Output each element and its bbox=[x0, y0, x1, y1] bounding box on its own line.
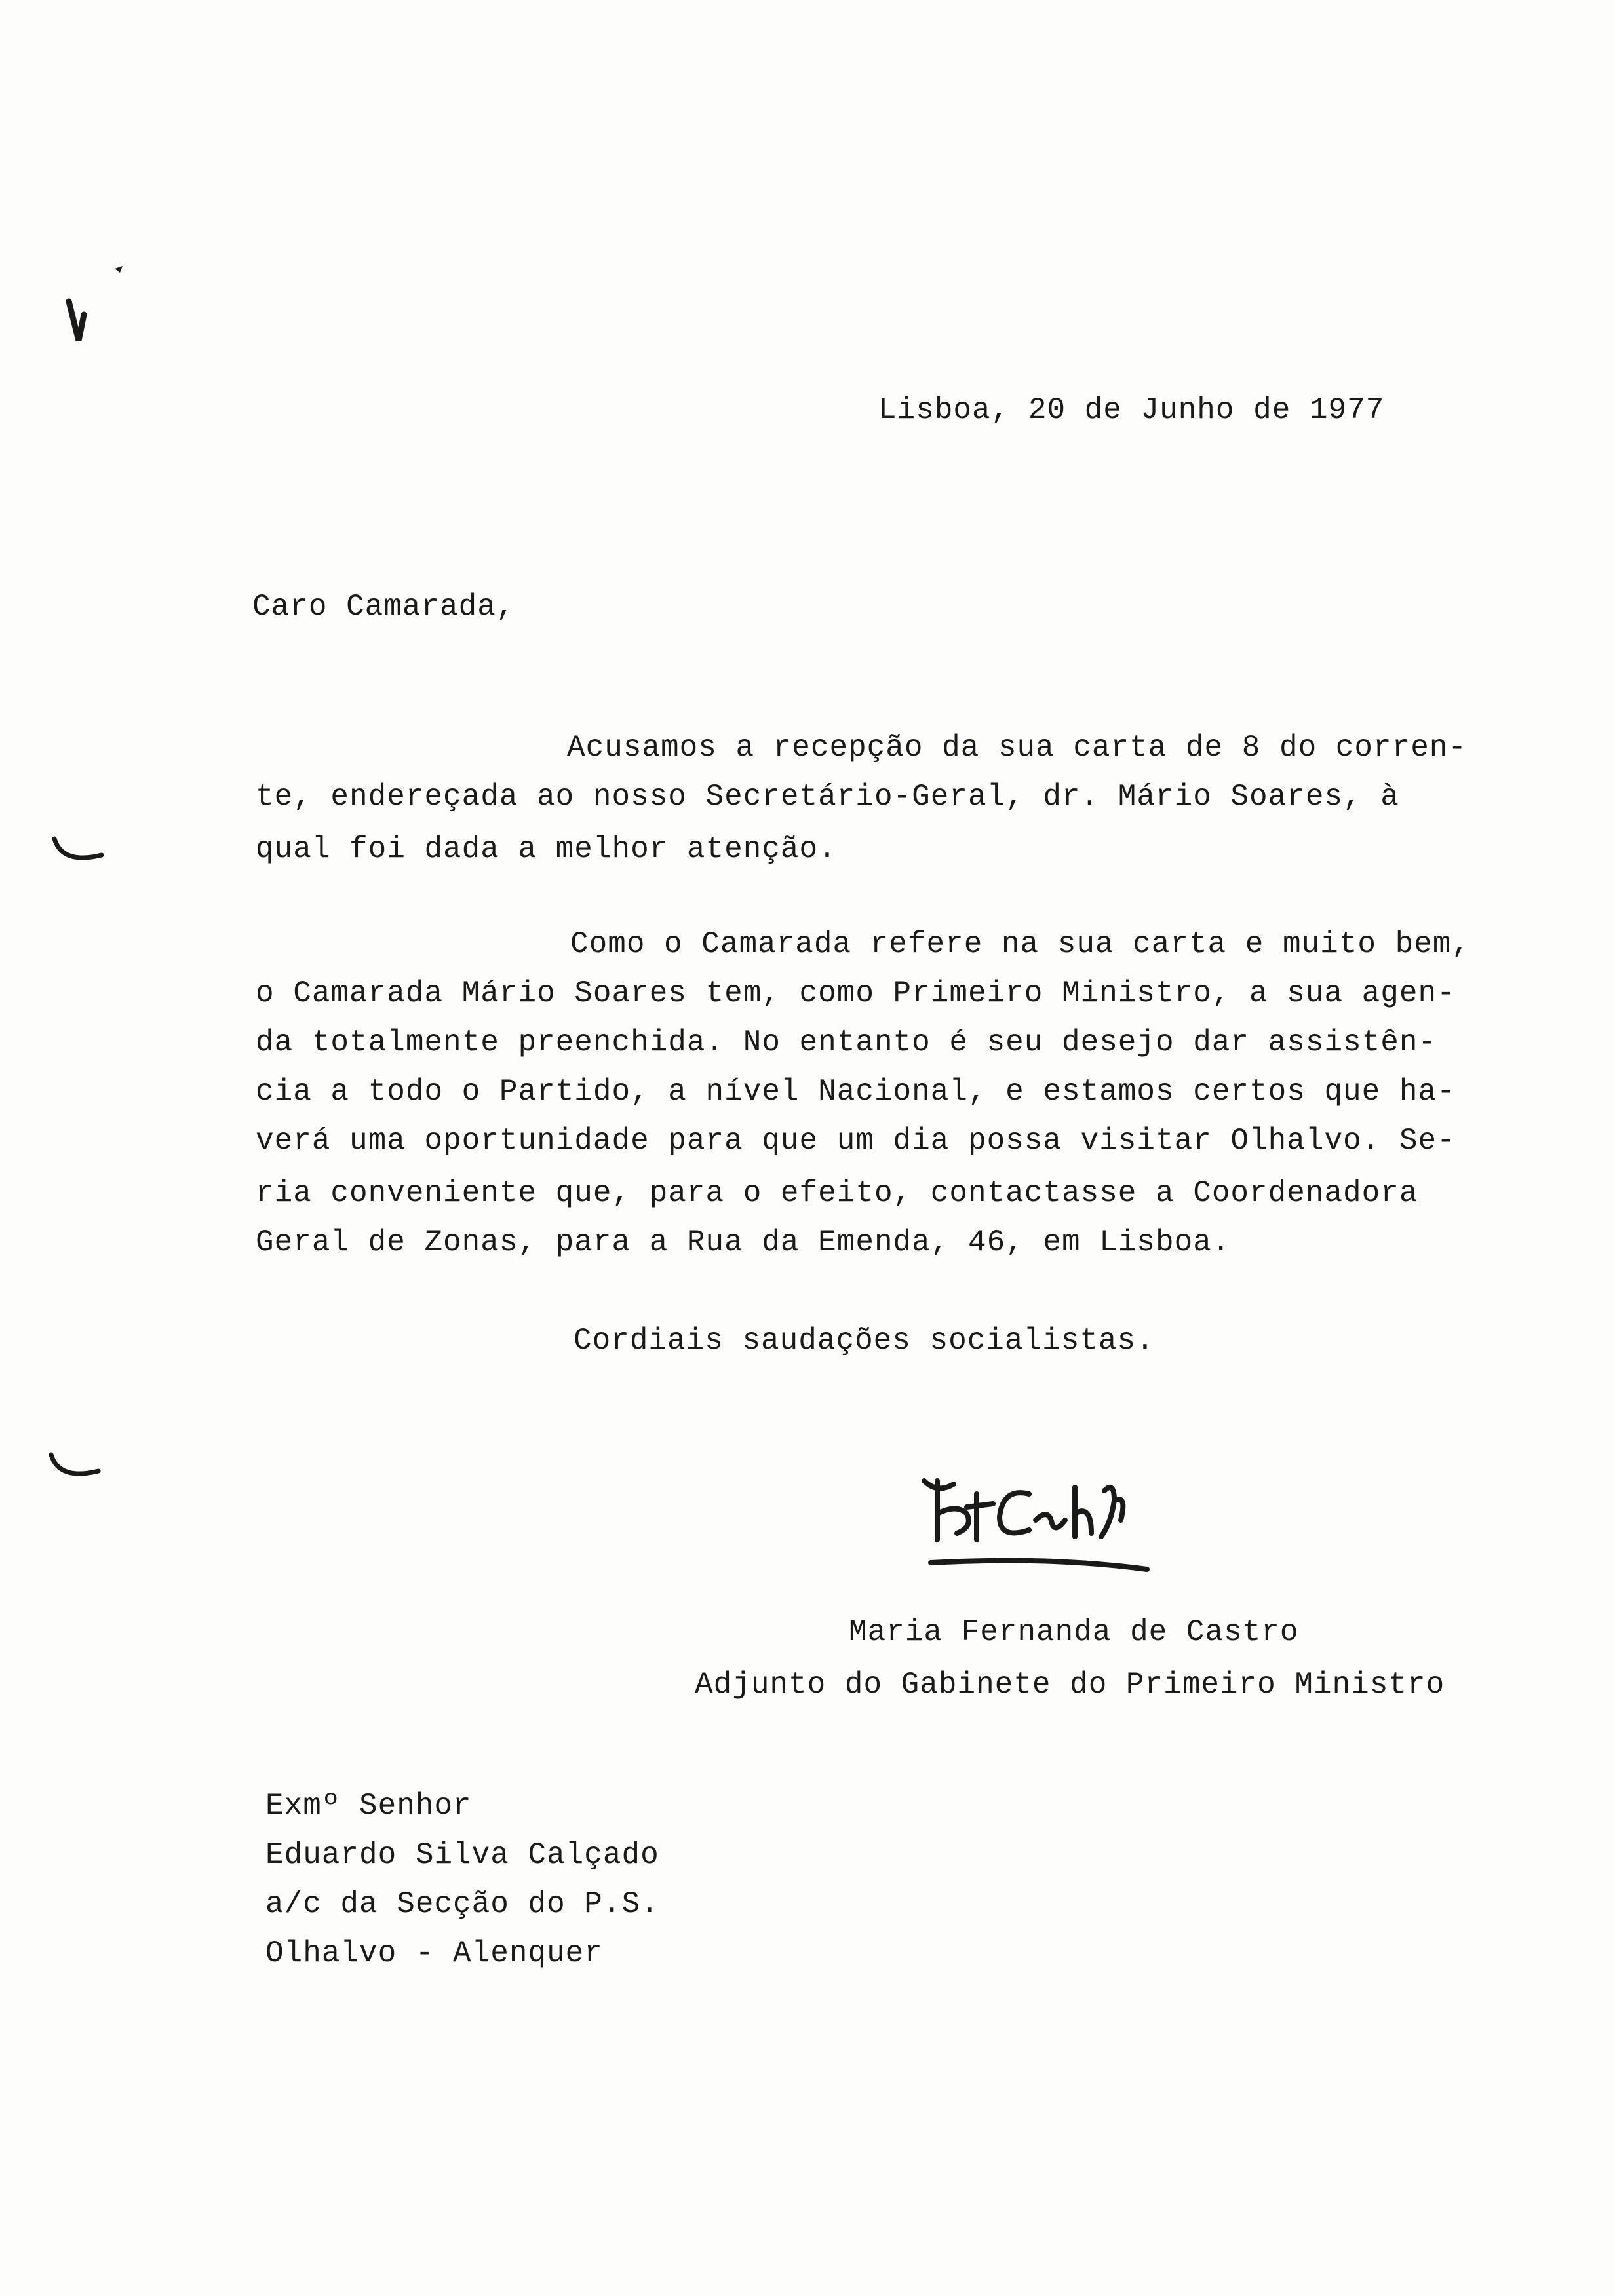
paragraph-line: o Camarada Mário Soares tem, como Primeiro Ministro, a sua agen- bbox=[256, 976, 1456, 1010]
hole-punch-mark-icon bbox=[49, 832, 108, 878]
signatory-name: Maria Fernanda de Castro bbox=[849, 1615, 1299, 1649]
salutation: Caro Camarada, bbox=[252, 590, 515, 624]
recipient-line: Eduardo Silva Calçado bbox=[265, 1838, 659, 1872]
handwritten-checkmark-icon bbox=[46, 256, 138, 360]
paragraph-line: Geral de Zonas, para a Rua da Emenda, 46, em Lisboa. bbox=[256, 1225, 1231, 1259]
paragraph-line: Acusamos a recepção da sua carta de 8 do corren- bbox=[567, 731, 1468, 765]
paragraph-line: da totalmente preenchida. No entanto é seu desejo dar assistên- bbox=[256, 1025, 1437, 1060]
paragraph-line: Como o Camarada refere na sua carta e muito bem, bbox=[570, 927, 1471, 961]
closing: Cordiais saudações socialistas. bbox=[574, 1324, 1155, 1358]
recipient-line: Olhalvo - Alenquer bbox=[265, 1936, 603, 1970]
signatory-title: Adjunto do Gabinete do Primeiro Ministro bbox=[695, 1668, 1445, 1702]
paragraph-line: verá uma oportunidade para que um dia possa visitar Olhalvo. Se- bbox=[256, 1124, 1456, 1158]
hole-punch-mark-icon bbox=[46, 1448, 105, 1494]
handwritten-signature bbox=[918, 1468, 1193, 1579]
paragraph-line: te, endereçada ao nosso Secretário-Geral, dr. Mário Soares, à bbox=[256, 780, 1399, 814]
paragraph-line: ria conveniente que, para o efeito, contactasse a Coordenadora bbox=[256, 1176, 1418, 1210]
letter-date: Lisboa, 20 de Junho de 1977 bbox=[878, 393, 1385, 427]
recipient-line: Exmº Senhor bbox=[265, 1789, 472, 1823]
paragraph-line: qual foi dada a melhor atenção. bbox=[256, 832, 837, 866]
paragraph-line: cia a todo o Partido, a nível Nacional, e estamos certos que ha- bbox=[256, 1075, 1456, 1109]
recipient-line: a/c da Secção do P.S. bbox=[265, 1887, 659, 1921]
